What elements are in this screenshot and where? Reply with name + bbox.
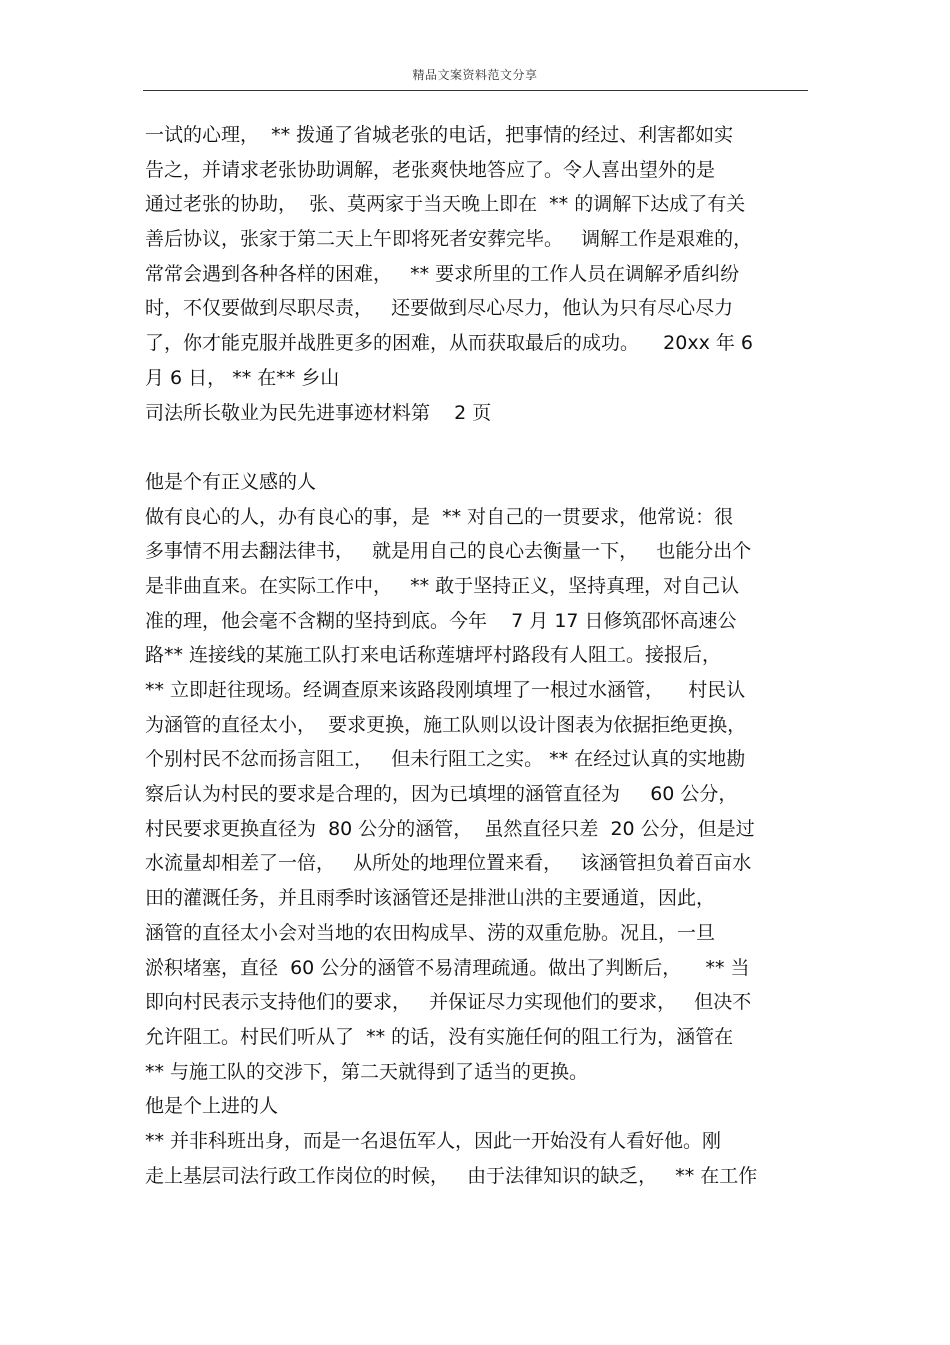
text-line: ** 立即赶往现场。经调查原来该路段刚填埋了一根过水涵管， 村民认	[145, 679, 746, 701]
text-line: 个别村民不忿而扬言阻工， 但未行阻工之实。 ** 在经过认真的实地勘	[145, 748, 746, 771]
text-line: 淤积堵塞，直径 60 公分的涵管不易清理疏通。做出了判断后， ** 当	[145, 956, 750, 979]
text-line: 村民要求更换直径为 80 公分的涵管， 虽然直径只差 20 公分，但是过	[145, 817, 755, 840]
text-line: 即向村民表示支持他们的要求， 并保证尽力实现他们的要求， 但决不	[145, 991, 752, 1014]
text-line: 允许阻工。村民们听从了 ** 的话，没有实施任何的阻工行为，涵管在	[145, 1025, 734, 1048]
page-header: 精品文案资料范文分享	[412, 68, 538, 82]
text-line: 善后协议，张家于第二天上午即将死者安葬完毕。 调解工作是艰难的，	[145, 228, 753, 251]
text-line: 涵管的直径太小会对当地的农田构成旱、涝的双重危胁。况且，一旦	[145, 921, 716, 944]
text-line: 了，你才能克服并战胜更多的困难，从而获取最后的成功。 20xx 年 6	[145, 332, 753, 355]
text-line: 察后认为村民的要求是合理的，因为已填埋的涵管直径为 60 公分，	[145, 783, 738, 806]
text-line: ** 与施工队的交涉下，第二天就得到了适当的更换。	[145, 1060, 589, 1083]
text-line: 通过老张的协助， 张、莫两家于当天晚上即在 ** 的调解下达成了有关	[145, 193, 746, 216]
text-line: 时，不仅要做到尽职尽责， 还要做到尽心尽力，他认为只有尽心尽力	[145, 297, 734, 320]
page-footer-title: 司法所长敬业为民先进事迹材料第 2 页	[145, 401, 492, 424]
text-line: 为涵管的直径太小， 要求更换，施工队则以设计图表为依据拒绝更换，	[145, 713, 747, 736]
section-heading: 他是个有正义感的人	[145, 470, 317, 493]
text-line: 田的灌溉任务，并且雨季时该涵管还是排泄山洪的主要通道，因此，	[145, 887, 716, 910]
text-line: 路** 连接线的某施工队打来电话称莲塘坪村路段有人阻工。接报后，	[145, 644, 722, 667]
text-line: 多事情不用去翻法律书， 就是用自己的良心去衡量一下， 也能分出个	[145, 540, 752, 563]
text-line: 月 6 日， ** 在** 乡山	[145, 366, 340, 389]
text-line: 告之，并请求老张协助调解，老张爽快地答应了。令人喜出望外的是	[145, 158, 716, 181]
section-heading: 他是个上进的人	[145, 1095, 279, 1118]
text-line: 常常会遇到各种各样的困难， ** 要求所里的工作人员在调解矛盾纠纷	[145, 262, 740, 285]
text-line: 准的理，他会毫不含糊的坚持到底。今年 7 月 17 日修筑邵怀高速公	[145, 609, 737, 632]
text-line: 水流量却相差了一倍， 从所处的地理位置来看， 该涵管担负着百亩水	[145, 852, 752, 875]
text-line: 做有良心的人，办有良心的事，是 ** 对自己的一贯要求，他常说：很	[145, 505, 734, 528]
spacer	[145, 430, 810, 465]
document-body	[145, 118, 810, 1193]
text-line: ** 并非科班出身，而是一名退伍军人，因此一开始没有人看好他。刚	[145, 1129, 722, 1152]
text-line: 是非曲直来。在实际工作中， ** 敢于坚持正义，坚持真理，对自己认	[145, 574, 740, 597]
header-divider	[143, 90, 808, 91]
text-line: 一试的心理， ** 拨通了省城老张的电话，把事情的经过、利害都如实	[145, 124, 734, 146]
text-line: 走上基层司法行政工作岗位的时候， 由于法律知识的缺乏， ** 在工作	[145, 1164, 758, 1187]
